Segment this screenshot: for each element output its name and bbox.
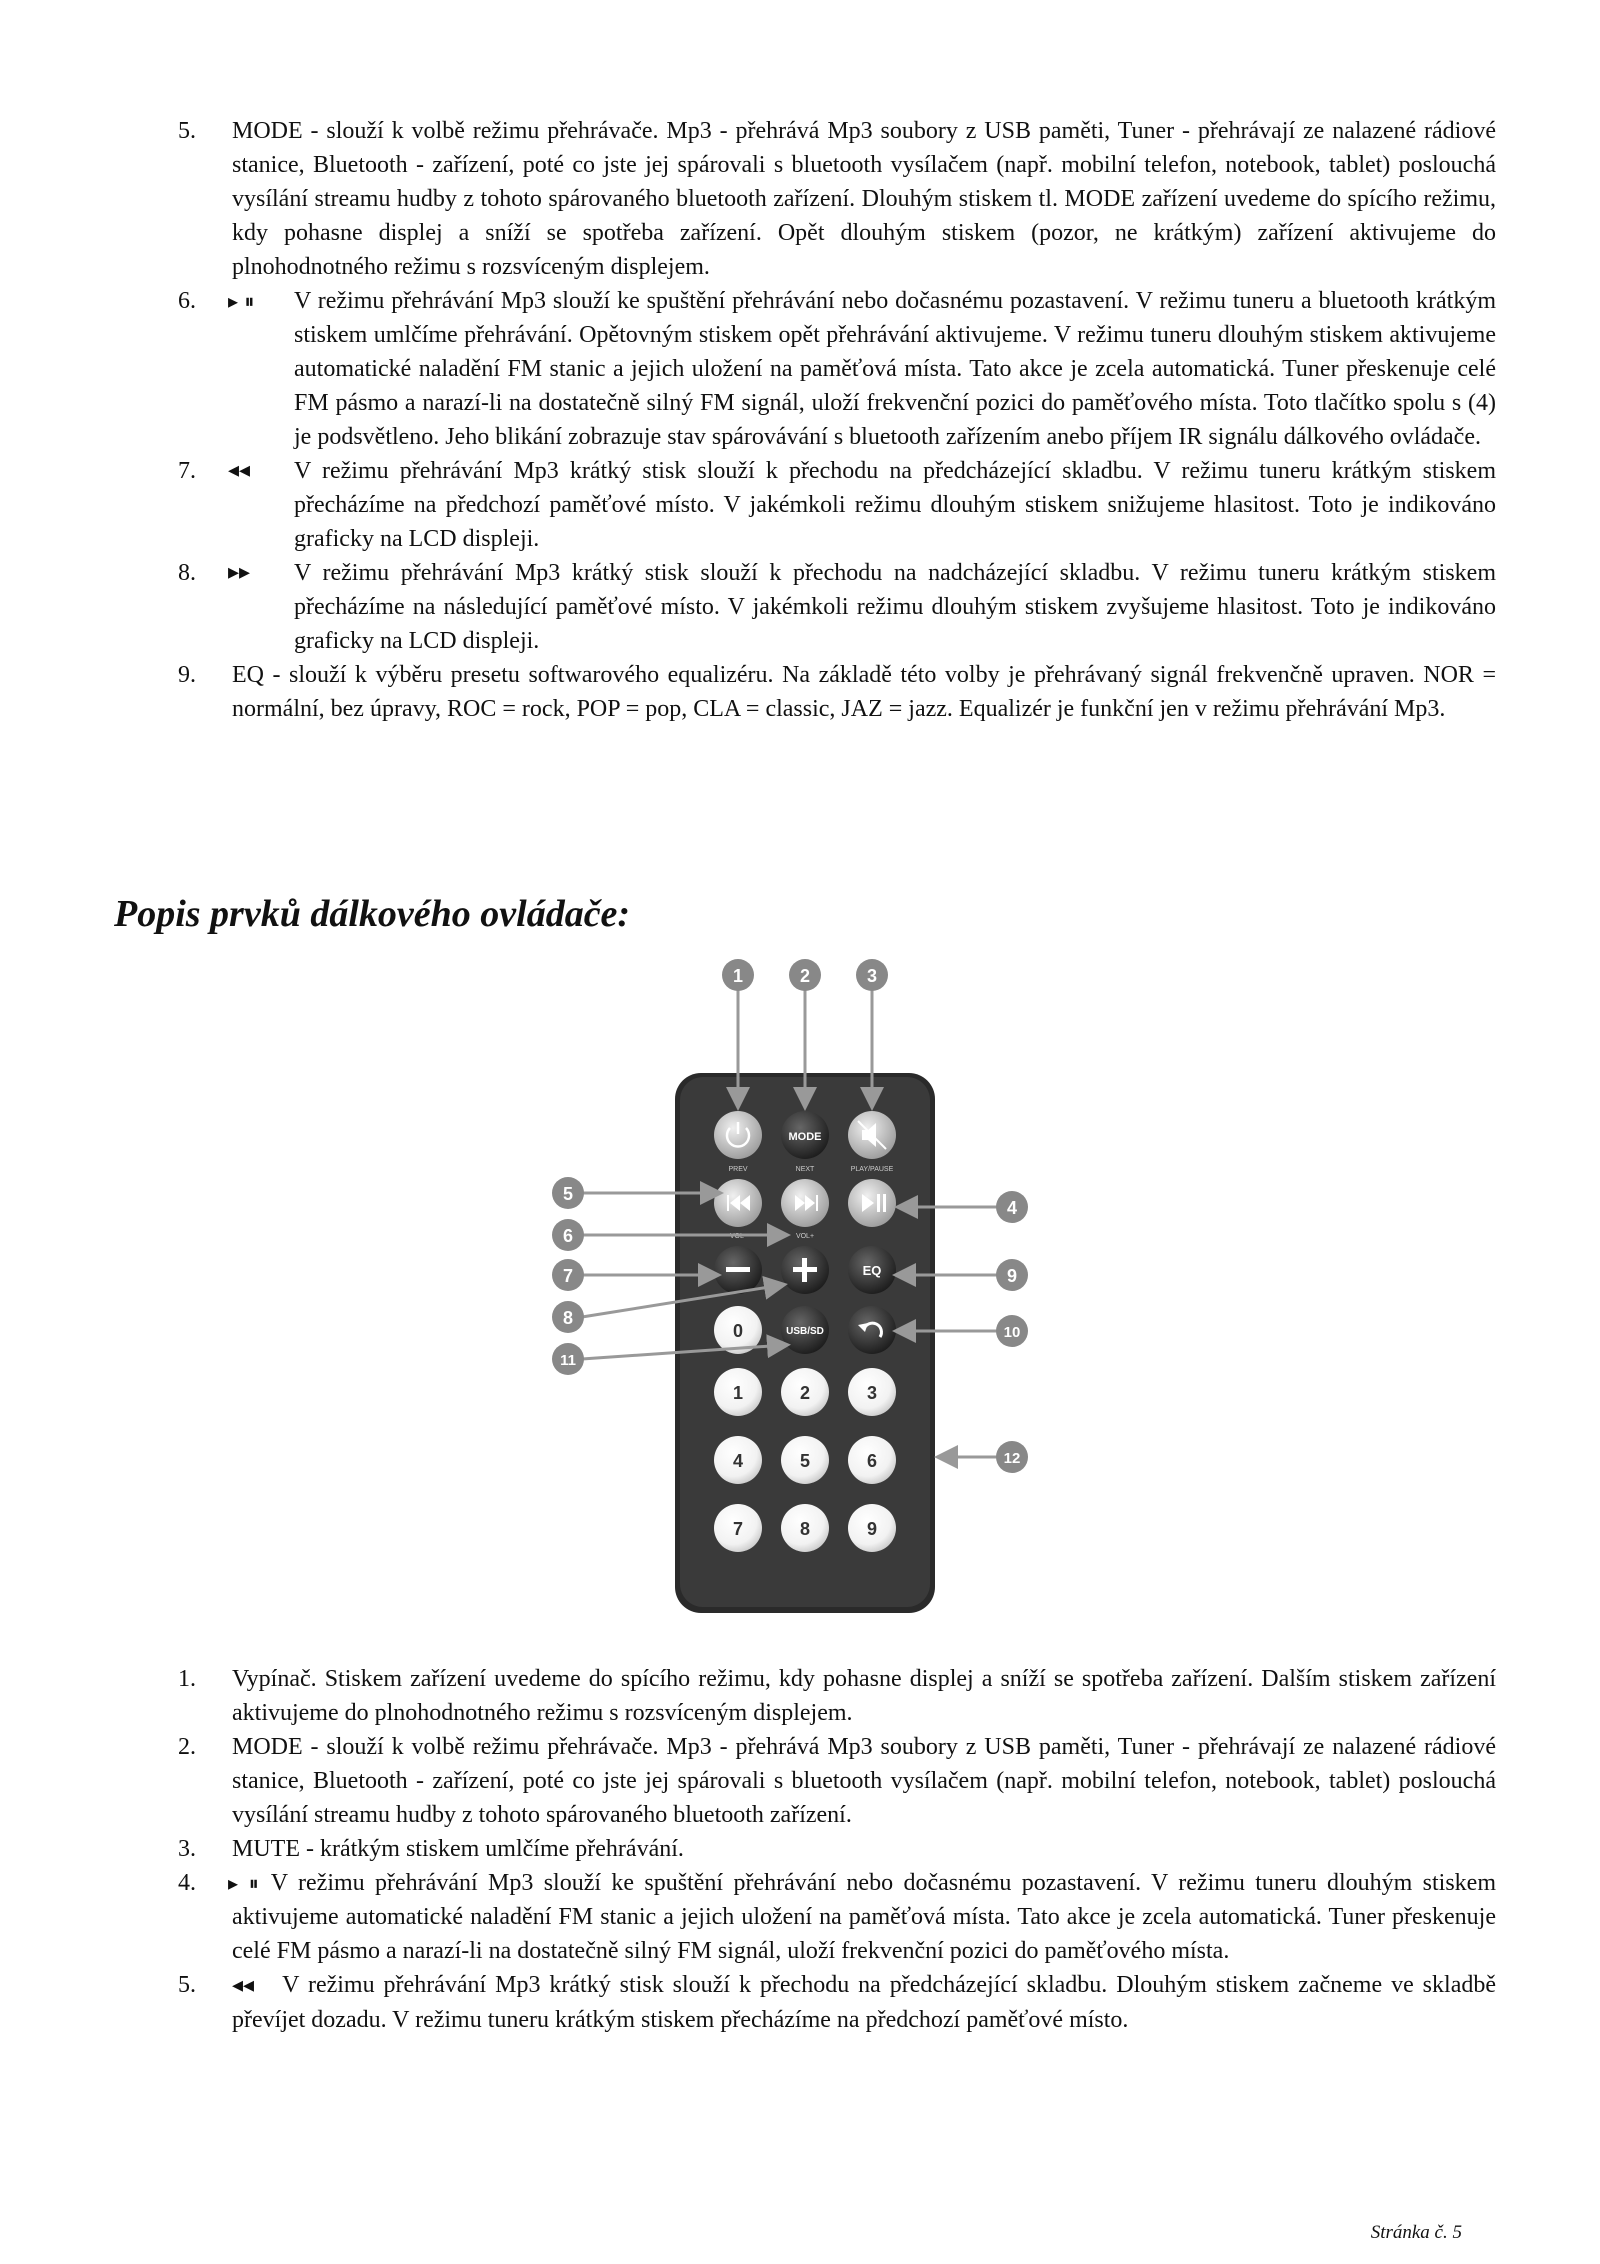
item-text: V režimu přehrávání Mp3 krátký stisk slouží k přechodu na nadcházející skladbu. V režimu tuneru krátkým stiskem přecházíme na následující paměťové místo. V jakémkoli režimu dlouhým stiskem zvyšujeme hlasitost. Toto je indikováno graficky na LCD displeji. xyxy=(294,560,1496,654)
play-pause-button[interactable] xyxy=(848,1179,896,1227)
power-button[interactable] xyxy=(714,1111,762,1159)
digit-0-label: 0 xyxy=(732,1321,744,1341)
top-list xyxy=(178,114,1496,726)
eq-button[interactable] xyxy=(848,1246,896,1294)
list-item-3 xyxy=(178,1832,1496,1866)
callout-4 xyxy=(996,1191,1028,1223)
callout-3 xyxy=(856,959,888,991)
section-heading: Popis prvků dálkového ovládače: xyxy=(114,893,631,935)
digit-4-label: 4 xyxy=(732,1451,744,1471)
item-number: 7. xyxy=(178,458,196,484)
digit-5-label: 5 xyxy=(799,1451,811,1471)
item-number: 3. xyxy=(178,1836,196,1862)
callout-4-label: 4 xyxy=(1006,1198,1018,1218)
item-text: MODE - slouží k volbě režimu přehrávače. Mp3 - přehrává Mp3 soubory z USB paměti, Tuner - přehrávají ze nalazené rádiové stanice, Bluetooth - zařízení, poté co jste jej spárovali s bluetooth vysílačem (např. mobilní telefon, notebook, tablet) poslouchá vysílání streamu hudby z tohoto spárovaného bluetooth zařízení. xyxy=(232,1734,1496,1828)
item-text: V režimu přehrávání Mp3 krátký stisk slouží k přechodu na předcházející skladbu. V režimu tuneru krátkým stiskem přecházíme na předchozí paměťové místo. V jakémkoli režimu dlouhým stiskem snižujeme hlasitost. Toto je indikováno graficky na LCD displeji. xyxy=(294,458,1496,552)
rewind-icon: ◂◂ xyxy=(232,1973,255,1998)
digit-3-button[interactable] xyxy=(848,1368,896,1416)
callout-5 xyxy=(552,1177,584,1209)
item-number: 5. xyxy=(178,1972,196,1998)
item-number: 6. xyxy=(178,288,196,314)
callout-12-label: 12 xyxy=(1003,1450,1021,1467)
callout-11 xyxy=(552,1343,584,1375)
callout-5-label: 5 xyxy=(562,1184,574,1204)
item-text: MODE - slouží k volbě režimu přehrávače. Mp3 - přehrává Mp3 soubory z USB paměti, Tuner - přehrávají ze nalazené rádiové stanice, Bluetooth - zařízení, poté co jste jej spárovali s bluetooth vysílačem (např. mobilní telefon, notebook, tablet) poslouchá vysílání streamu hudby z tohoto spárovaného bluetooth zařízení. Dlouhým stiskem tl. MODE zařízení uvedeme do spícího režimu, kdy pohasne displej a sníží se spotřeba zařízení. Opět dlouhým stiskem (pozor, ne krátkým) zařízení aktivujeme do plnohodnotného režimu s rozsvíceným displejem. xyxy=(232,118,1496,280)
callout-9-label: 9 xyxy=(1006,1266,1018,1286)
list-item-2 xyxy=(178,1730,1496,1832)
list-item-5 xyxy=(178,114,1496,284)
next-button[interactable] xyxy=(781,1179,829,1227)
next-label: NEXT xyxy=(795,1166,815,1173)
play-pause-label: PLAY/PAUSE xyxy=(850,1166,894,1173)
callout-8 xyxy=(552,1301,584,1333)
back-button[interactable] xyxy=(848,1306,896,1354)
list-item-7 xyxy=(178,454,1496,556)
vol-plus-label: VOL+ xyxy=(795,1233,815,1240)
prev-label: PREV xyxy=(728,1166,748,1173)
list-item-1 xyxy=(178,1662,1496,1730)
item-text: EQ - slouží k výběru presetu softwarového equalizéru. Na základě této volby je přehrávaný signál frekvenčně upraven. NOR = normální, bez úpravy, ROC = rock, POP = pop, CLA = classic, JAZ = jazz. Equalizér je funkční jen v režimu přehrávání Mp3. xyxy=(232,662,1496,722)
mode-label: MODE xyxy=(788,1131,822,1143)
callout-3-label: 3 xyxy=(866,966,878,986)
callout-1 xyxy=(722,959,754,991)
item-text: V režimu přehrávání Mp3 slouží ke spuštění přehrávání nebo dočasnému pozastavení. V režimu tuneru dlouhým stiskem aktivujeme automatické naladění FM stanic a jejich uložení na paměťová místa. Tato akce je zcela automatická. Tuner přeskenuje celé FM pásmo a narazí-li na dostatečně silný FM signál, uloží frekvenční pozici do paměťového místa. xyxy=(232,1870,1496,1964)
eq-label: EQ xyxy=(862,1263,882,1278)
callout-7 xyxy=(552,1259,584,1291)
remote-control-figure xyxy=(540,945,1060,1635)
digit-3-label: 3 xyxy=(866,1383,878,1403)
item-text: V režimu přehrávání Mp3 slouží ke spuštění přehrávání nebo dočasnému pozastavení. V režimu tuneru a bluetooth krátkým stiskem umlčíme přehrávání. Opětovným stiskem opět přehrávání aktivujeme. V režimu tuneru dlouhým stiskem aktivujeme automatické naladění FM stanic a jejich uložení na paměťová místa. Tato akce je zcela automatická. Tuner přeskenuje celé FM pásmo a narazí-li na dostatečně silný FM signál, uloží frekvenční pozici do paměťového místa. Toto tlačítko spolu s (4) je podsvětleno. Jeho blikání zobrazuje stav spárovávání s bluetooth zařízením anebo příjem IR signálu dálkového ovládače. xyxy=(294,288,1496,450)
play-pause-icon: ▸ ⏸ xyxy=(228,289,255,313)
digit-7-label: 7 xyxy=(732,1519,744,1539)
item-number: 9. xyxy=(178,662,196,688)
list-item-5b xyxy=(178,1968,1496,2037)
callout-6-label: 6 xyxy=(562,1226,574,1246)
item-number: 2. xyxy=(178,1734,196,1760)
digit-6-button[interactable] xyxy=(848,1436,896,1484)
digit-1-button[interactable] xyxy=(714,1368,762,1416)
play-pause-icon: ▸ ⏸ xyxy=(228,1871,259,1895)
vol-minus-button[interactable] xyxy=(714,1246,762,1294)
callout-10 xyxy=(996,1315,1028,1347)
item-text: V režimu přehrávání Mp3 krátký stisk slouží k přechodu na předcházející skladbu. Dlouhým stiskem začneme ve skladbě převíjet dozadu. V režimu tuneru krátkým stiskem přecházíme na předchozí paměťové místo. xyxy=(232,1972,1496,2033)
callout-9 xyxy=(996,1259,1028,1291)
callout-12 xyxy=(996,1441,1028,1473)
list-item-4 xyxy=(178,1866,1496,1968)
item-number: 8. xyxy=(178,560,196,586)
list-item-9 xyxy=(178,658,1496,726)
usb-sd-button[interactable] xyxy=(781,1306,829,1354)
item-text: MUTE - krátkým stiskem umlčíme přehrávání. xyxy=(232,1836,684,1862)
digit-7-button[interactable] xyxy=(714,1504,762,1552)
digit-4-button[interactable] xyxy=(714,1436,762,1484)
mute-button[interactable] xyxy=(848,1111,896,1159)
digit-2-button[interactable] xyxy=(781,1368,829,1416)
digit-9-label: 9 xyxy=(866,1519,878,1539)
list-item-6 xyxy=(178,284,1496,454)
callout-1-label: 1 xyxy=(732,966,744,986)
list-item-8 xyxy=(178,556,1496,658)
item-number: 4. xyxy=(178,1870,196,1896)
bottom-list xyxy=(178,1662,1496,2037)
fast-forward-icon: ▸▸ xyxy=(228,560,251,585)
page-number: Stránka č. 5 xyxy=(1370,2222,1462,2243)
item-text: Vypínač. Stiskem zařízení uvedeme do spícího režimu, kdy pohasne displej a sníží se spotřeba zařízení. Dalším stiskem zařízení aktivujeme do plnohodnotného režimu s rozsvíceným displejem. xyxy=(232,1666,1496,1726)
callout-10-label: 10 xyxy=(1003,1324,1021,1341)
digit-6-label: 6 xyxy=(866,1451,878,1471)
vol-plus-button[interactable] xyxy=(781,1246,829,1294)
digit-9-button[interactable] xyxy=(848,1504,896,1552)
callout-11-label: 11 xyxy=(560,1352,576,1369)
rewind-icon: ◂◂ xyxy=(228,458,251,483)
callout-8-label: 8 xyxy=(562,1308,574,1328)
digit-2-label: 2 xyxy=(799,1383,811,1403)
callout-2 xyxy=(789,959,821,991)
callout-2-label: 2 xyxy=(799,966,811,986)
digit-8-label: 8 xyxy=(799,1519,811,1539)
item-number: 1. xyxy=(178,1666,196,1692)
digit-5-button[interactable] xyxy=(781,1436,829,1484)
item-number: 5. xyxy=(178,118,196,144)
mode-button[interactable] xyxy=(781,1111,829,1159)
digit-1-label: 1 xyxy=(732,1383,744,1403)
callout-7-label: 7 xyxy=(562,1266,574,1286)
usb-sd-label: USB/SD xyxy=(786,1326,824,1337)
prev-button[interactable] xyxy=(714,1179,762,1227)
digit-8-button[interactable] xyxy=(781,1504,829,1552)
callout-6 xyxy=(552,1219,584,1251)
vol-minus-label: VOL- xyxy=(729,1233,747,1240)
